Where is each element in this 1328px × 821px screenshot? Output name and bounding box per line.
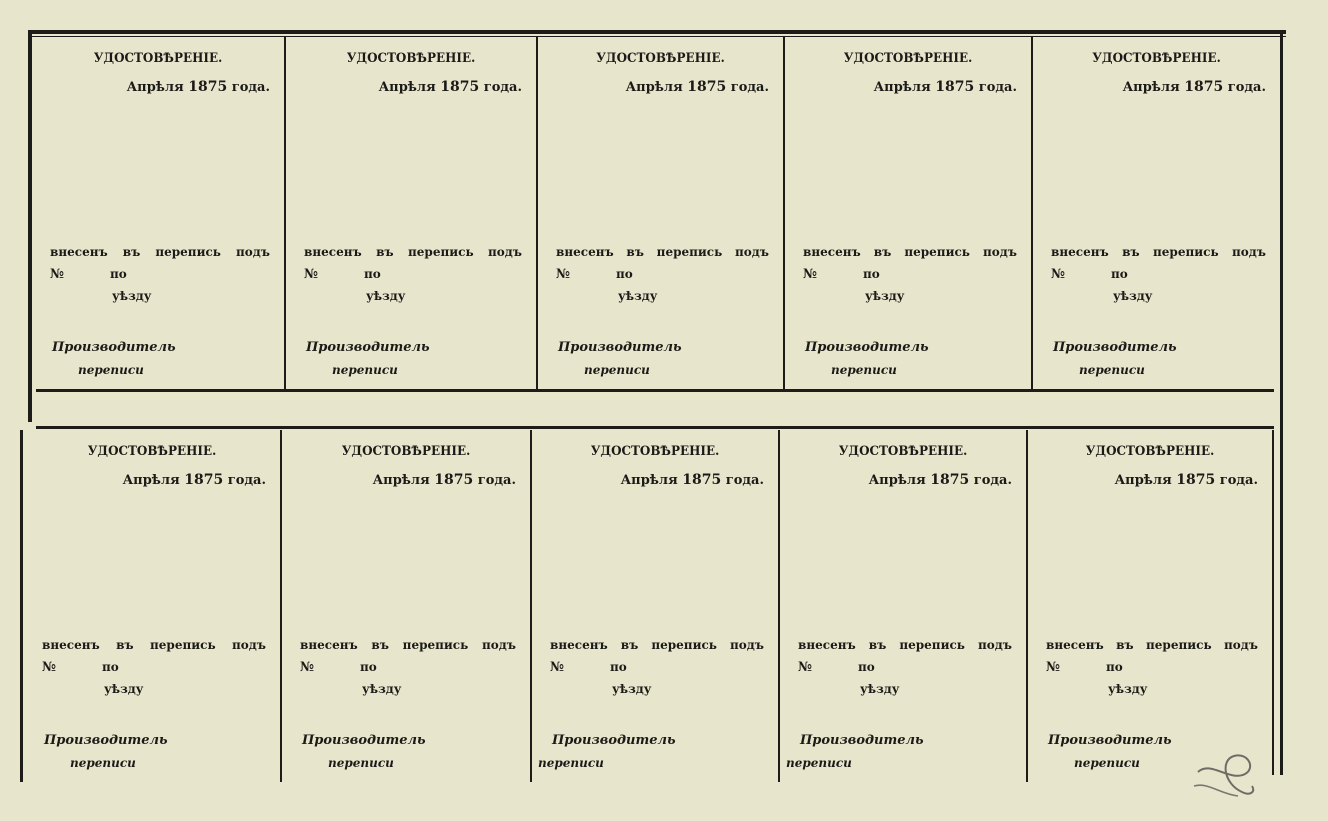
producer-label: Производитель [552,733,676,748]
entry-line: внесенъ въ перепись подъ [304,245,522,259]
producer-label: Производитель [800,733,924,748]
census-label: переписи [584,363,650,377]
producer-label: Производитель [558,340,682,355]
certificate-title: УДОСТОВѢРЕНІЕ. [93,51,223,66]
certificate-title: УДОСТОВѢРЕНІЕ. [1085,444,1215,459]
certificate [785,37,1031,389]
uezd-label: уѣзду [865,289,905,303]
entry-line: внесенъ въ перепись подъ [300,638,516,652]
entry-line: внесенъ въ перепись подъ [803,245,1017,259]
entry-line: внесенъ въ перепись подъ [1051,245,1266,259]
census-label: переписи [831,363,897,377]
certificate-title: УДОСТОВѢРЕНІЕ. [346,51,476,66]
po-label: по [1111,267,1128,281]
certificate [780,430,1026,782]
number-sign: № [556,267,571,282]
census-label: переписи [78,363,144,377]
census-label: переписи [1074,756,1140,770]
census-label: переписи [328,756,394,770]
uezd-label: уѣзду [612,682,652,696]
uezd-label: уѣзду [112,289,152,303]
number-sign: № [1051,267,1066,282]
certificate [282,430,530,782]
certificate-title: УДОСТОВѢРЕНІЕ. [843,51,973,66]
certificate-title: УДОСТОВѢРЕНІЕ. [838,444,968,459]
number-sign: № [798,660,813,675]
uezd-label: уѣзду [1113,289,1153,303]
uezd-label: уѣзду [362,682,402,696]
entry-line: внесенъ въ перепись подъ [42,638,266,652]
entry-line: внесенъ въ перепись подъ [550,638,764,652]
certificate-date: Апрѣля 1875 года. [625,79,769,95]
number-sign: № [803,267,818,282]
certificate-date: Апрѣля 1875 года. [868,472,1012,488]
number-sign: № [42,660,57,675]
uezd-label: уѣзду [366,289,406,303]
producer-label: Производитель [1053,340,1177,355]
po-label: по [1106,660,1123,674]
certificate-date: Апрѣля 1875 года. [372,472,516,488]
certificate [538,37,783,389]
census-label: переписи [786,756,852,770]
entry-line: внесенъ въ перепись подъ [50,245,270,259]
certificate-row-2 [0,430,1328,782]
po-label: по [616,267,633,281]
number-sign: № [550,660,565,675]
uezd-label: уѣзду [104,682,144,696]
certificate-date: Апрѣля 1875 года. [378,79,522,95]
census-label: переписи [538,756,604,770]
row2-top-rule [36,426,1274,429]
po-label: по [863,267,880,281]
entry-line: внесенъ въ перепись подъ [798,638,1012,652]
certificate-date: Апрѣля 1875 года. [873,79,1017,95]
number-sign: № [1046,660,1061,675]
certificate-date: Апрѣля 1875 года. [1114,472,1258,488]
entry-line: внесенъ въ перепись подъ [1046,638,1258,652]
po-label: по [364,267,381,281]
po-label: по [610,660,627,674]
certificate-date: Апрѣля 1875 года. [122,472,266,488]
number-sign: № [300,660,315,675]
uezd-label: уѣзду [860,682,900,696]
certificate-row-1 [0,37,1328,389]
certificate-title: УДОСТОВѢРЕНІЕ. [341,444,471,459]
po-label: по [110,267,127,281]
certificate [24,430,280,782]
producer-label: Производитель [805,340,929,355]
producer-label: Производитель [306,340,430,355]
po-label: по [858,660,875,674]
row1-bottom-rule [36,389,1274,392]
certificate [532,430,778,782]
census-label: переписи [1079,363,1145,377]
certificate-title: УДОСТОВѢРЕНІЕ. [590,444,720,459]
certificate [1028,430,1272,782]
certificate-title: УДОСТОВѢРЕНІЕ. [87,444,217,459]
entry-line: внесенъ въ перепись подъ [556,245,769,259]
producer-label: Производитель [1048,733,1172,748]
uezd-label: уѣзду [618,289,658,303]
census-label: переписи [70,756,136,770]
top-border [28,30,1286,34]
producer-label: Производитель [44,733,168,748]
po-label: по [360,660,377,674]
uezd-label: уѣзду [1108,682,1148,696]
handwritten-mark-icon [1190,742,1260,802]
certificate-title: УДОСТОВѢРЕНІЕ. [596,51,725,66]
certificate [1033,37,1280,389]
census-label: переписи [332,363,398,377]
producer-label: Производитель [302,733,426,748]
certificate [286,37,536,389]
certificate-title: УДОСТОВѢРЕНІЕ. [1092,51,1221,66]
po-label: по [102,660,119,674]
certificate-date: Апрѣля 1875 года. [620,472,764,488]
certificate [32,37,284,389]
producer-label: Производитель [52,340,176,355]
certificate-date: Апрѣля 1875 года. [1122,79,1266,95]
number-sign: № [50,267,65,282]
number-sign: № [304,267,319,282]
certificate-date: Апрѣля 1875 года. [126,79,270,95]
